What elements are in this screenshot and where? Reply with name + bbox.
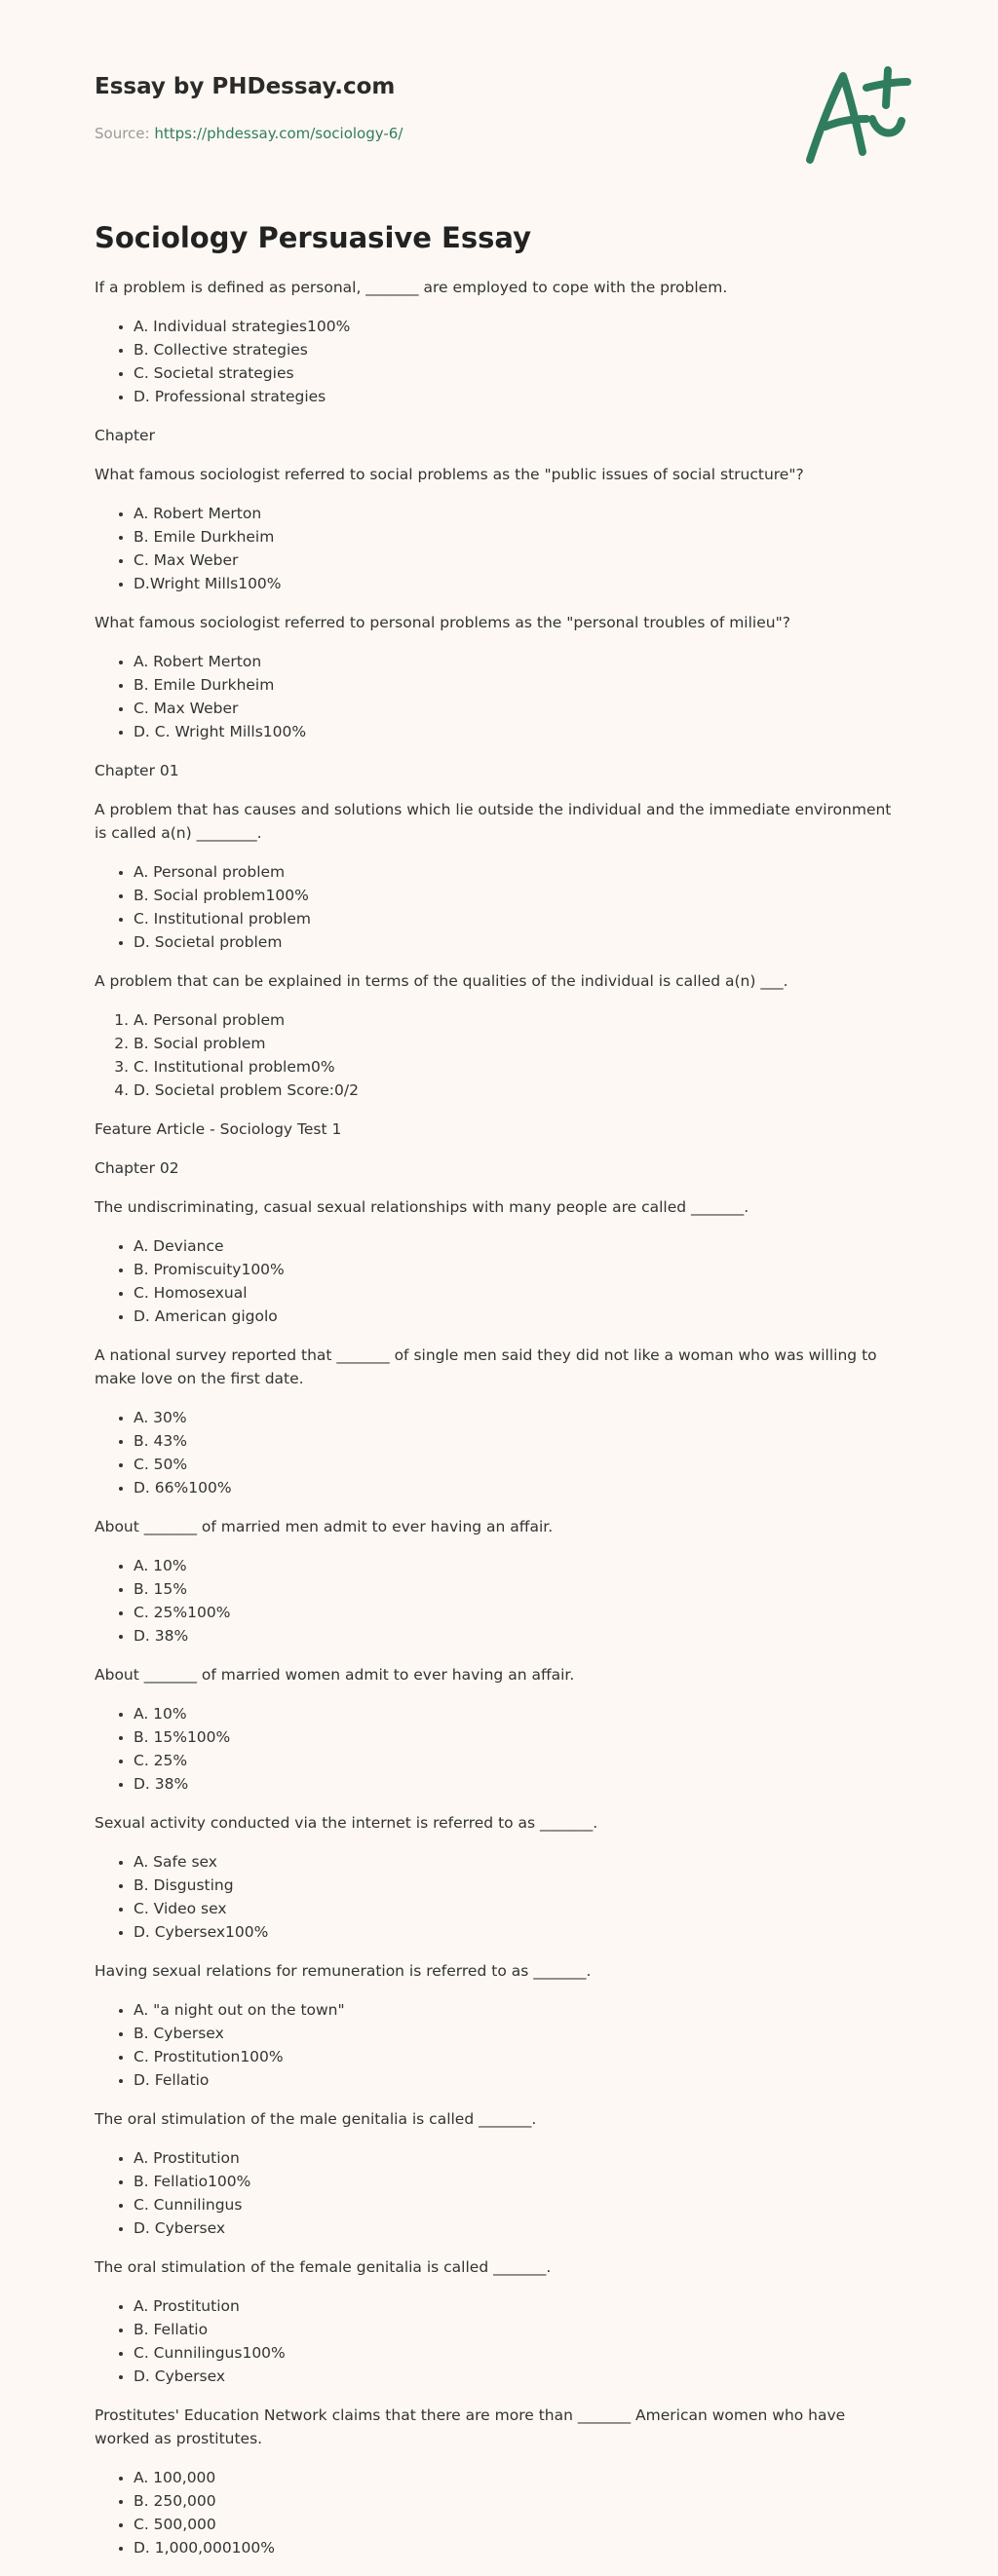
answer-option: • D. 38%	[134, 1772, 903, 1796]
answer-option: • C. Homosexual	[134, 1281, 903, 1305]
answer-option: • C. Cunnilingus100%	[134, 2341, 903, 2365]
answer-option: 2. B. Social problem	[134, 1032, 903, 1055]
article	[95, 216, 903, 2575]
answer-list	[95, 1554, 903, 1648]
paragraph: Chapter 01	[95, 762, 179, 779]
answer-option: 3. C. Institutional problem0%	[134, 1055, 903, 1079]
answer-option: • C. 50%	[134, 1453, 903, 1476]
answer-option: • D. Cybersex	[134, 2365, 903, 2388]
answer-option: • B. Promiscuity100%	[134, 1258, 903, 1281]
site-title: Essay by PHDessay.com	[95, 74, 396, 99]
answer-list	[95, 860, 903, 954]
answer-option: • A. Robert Merton	[134, 650, 903, 673]
answer-option: • A. 10%	[134, 1702, 903, 1725]
answer-option: • A. 10%	[134, 1554, 903, 1577]
answer-option: • D. Cybersex100%	[134, 1920, 903, 1944]
answer-list-ordered	[95, 1008, 903, 1102]
answer-option: • C. 25%	[134, 1749, 903, 1772]
source-line	[95, 125, 903, 142]
answer-option: • C. Societal strategies	[134, 361, 903, 385]
answer-list	[95, 2146, 903, 2240]
paragraph: A problem that can be explained in terms of the qualities of the individual is called a(n) ___.	[95, 972, 788, 990]
answer-list	[95, 1998, 903, 2092]
answer-option: • D. Professional strategies	[134, 385, 903, 408]
answer-list	[95, 1406, 903, 1499]
paragraph: A national survey reported that _______ of single men said they did not like a woman who was willing to make love on the first date.	[95, 1346, 877, 1387]
article-body	[95, 276, 903, 2559]
answer-option: • A. Robert Merton	[134, 502, 903, 525]
answer-list	[95, 2294, 903, 2388]
answer-option: • D. 1,000,000100%	[134, 2536, 903, 2559]
answer-list	[95, 1234, 903, 1328]
answer-option: • C. Video sex	[134, 1897, 903, 1920]
source-label: Source:	[95, 125, 155, 142]
answer-option: • D. 38%	[134, 1624, 903, 1648]
answer-option: • D. C. Wright Mills100%	[134, 720, 903, 743]
answer-option: 4. D. Societal problem Score:0/2	[134, 1079, 903, 1102]
answer-option: • A. Deviance	[134, 1234, 903, 1258]
essay-title: Sociology Persuasive Essay	[95, 221, 531, 254]
answer-option: • A. Safe sex	[134, 1850, 903, 1874]
answer-option: • C. Cunnilingus	[134, 2193, 903, 2216]
answer-option: • B. Disgusting	[134, 1874, 903, 1897]
paragraph: What famous sociologist referred to social problems as the "public issues of social structure"?	[95, 466, 804, 483]
answer-option: • B. Cybersex	[134, 2022, 903, 2045]
answer-option: • A. "a night out on the town"	[134, 1998, 903, 2022]
answer-option: • B. 15%100%	[134, 1725, 903, 1749]
answer-option: • B. Fellatio100%	[134, 2170, 903, 2193]
answer-list	[95, 2466, 903, 2559]
page-header	[95, 70, 903, 168]
answer-option: • D. Societal problem	[134, 930, 903, 954]
paragraph: What famous sociologist referred to personal problems as the "personal troubles of milieu"?	[95, 614, 790, 631]
answer-option: • B. Emile Durkheim	[134, 525, 903, 549]
answer-list	[95, 1702, 903, 1796]
paragraph: If a problem is defined as personal, _______ are employed to cope with the problem.	[95, 279, 728, 296]
answer-option: • D. Cybersex	[134, 2216, 903, 2240]
answer-option: • A. 30%	[134, 1406, 903, 1429]
answer-list	[95, 315, 903, 408]
answer-list	[95, 1850, 903, 1944]
answer-option: • C. Max Weber	[134, 697, 903, 720]
paragraph: Chapter	[95, 427, 155, 444]
answer-option: • A. Prostitution	[134, 2146, 903, 2170]
paragraph: Prostitutes' Education Network claims that there are more than _______ American women who have worked as prostitutes.	[95, 2406, 846, 2447]
answer-option: • B. Fellatio	[134, 2318, 903, 2341]
answer-option: • D. 66%100%	[134, 1476, 903, 1499]
answer-option: • A. Prostitution	[134, 2294, 903, 2318]
answer-option: • D. Fellatio	[134, 2068, 903, 2092]
answer-option: • A. Individual strategies100%	[134, 315, 903, 338]
paragraph: Feature Article - Sociology Test 1	[95, 1120, 342, 1138]
answer-option: • A. Personal problem	[134, 860, 903, 884]
answer-option: • C. Prostitution100%	[134, 2045, 903, 2068]
answer-option: • C. 25%100%	[134, 1601, 903, 1624]
answer-option: • A. 100,000	[134, 2466, 903, 2489]
answer-option: • D.Wright Mills100%	[134, 572, 903, 595]
paragraph: A problem that has causes and solutions which lie outside the individual and the immediate environment is called a(n) ________.	[95, 801, 892, 842]
answer-option: • B. 250,000	[134, 2489, 903, 2513]
paragraph: Chapter 02	[95, 1159, 179, 1177]
answer-option: 1. A. Personal problem	[134, 1008, 903, 1032]
source-link[interactable]: https://phdessay.com/sociology-6/	[154, 125, 403, 142]
paragraph: About _______ of married men admit to ever having an affair.	[95, 1518, 554, 1535]
answer-option: • D. American gigolo	[134, 1305, 903, 1328]
answer-list	[95, 502, 903, 595]
answer-option: • C. 500,000	[134, 2513, 903, 2536]
answer-option: • B. Social problem100%	[134, 884, 903, 907]
paragraph: Sexual activity conducted via the internet is referred to as _______.	[95, 1814, 598, 1832]
answer-option: • C. Institutional problem	[134, 907, 903, 930]
answer-option: • B. Collective strategies	[134, 338, 903, 361]
answer-option: • C. Max Weber	[134, 549, 903, 572]
paragraph: The oral stimulation of the female genitalia is called _______.	[95, 2258, 552, 2276]
paragraph: Having sexual relations for remuneration is referred to as _______.	[95, 1962, 592, 1980]
paragraph: The undiscriminating, casual sexual relationships with many people are called _______.	[95, 1198, 749, 1216]
answer-option: • B. Emile Durkheim	[134, 673, 903, 697]
answer-list	[95, 650, 903, 743]
paragraph: About _______ of married women admit to ever having an affair.	[95, 1666, 575, 1684]
answer-option: • B. 43%	[134, 1429, 903, 1453]
a-plus-grade-icon	[804, 62, 911, 168]
answer-option: • B. 15%	[134, 1577, 903, 1601]
paragraph: The oral stimulation of the male genitalia is called _______.	[95, 2110, 537, 2128]
